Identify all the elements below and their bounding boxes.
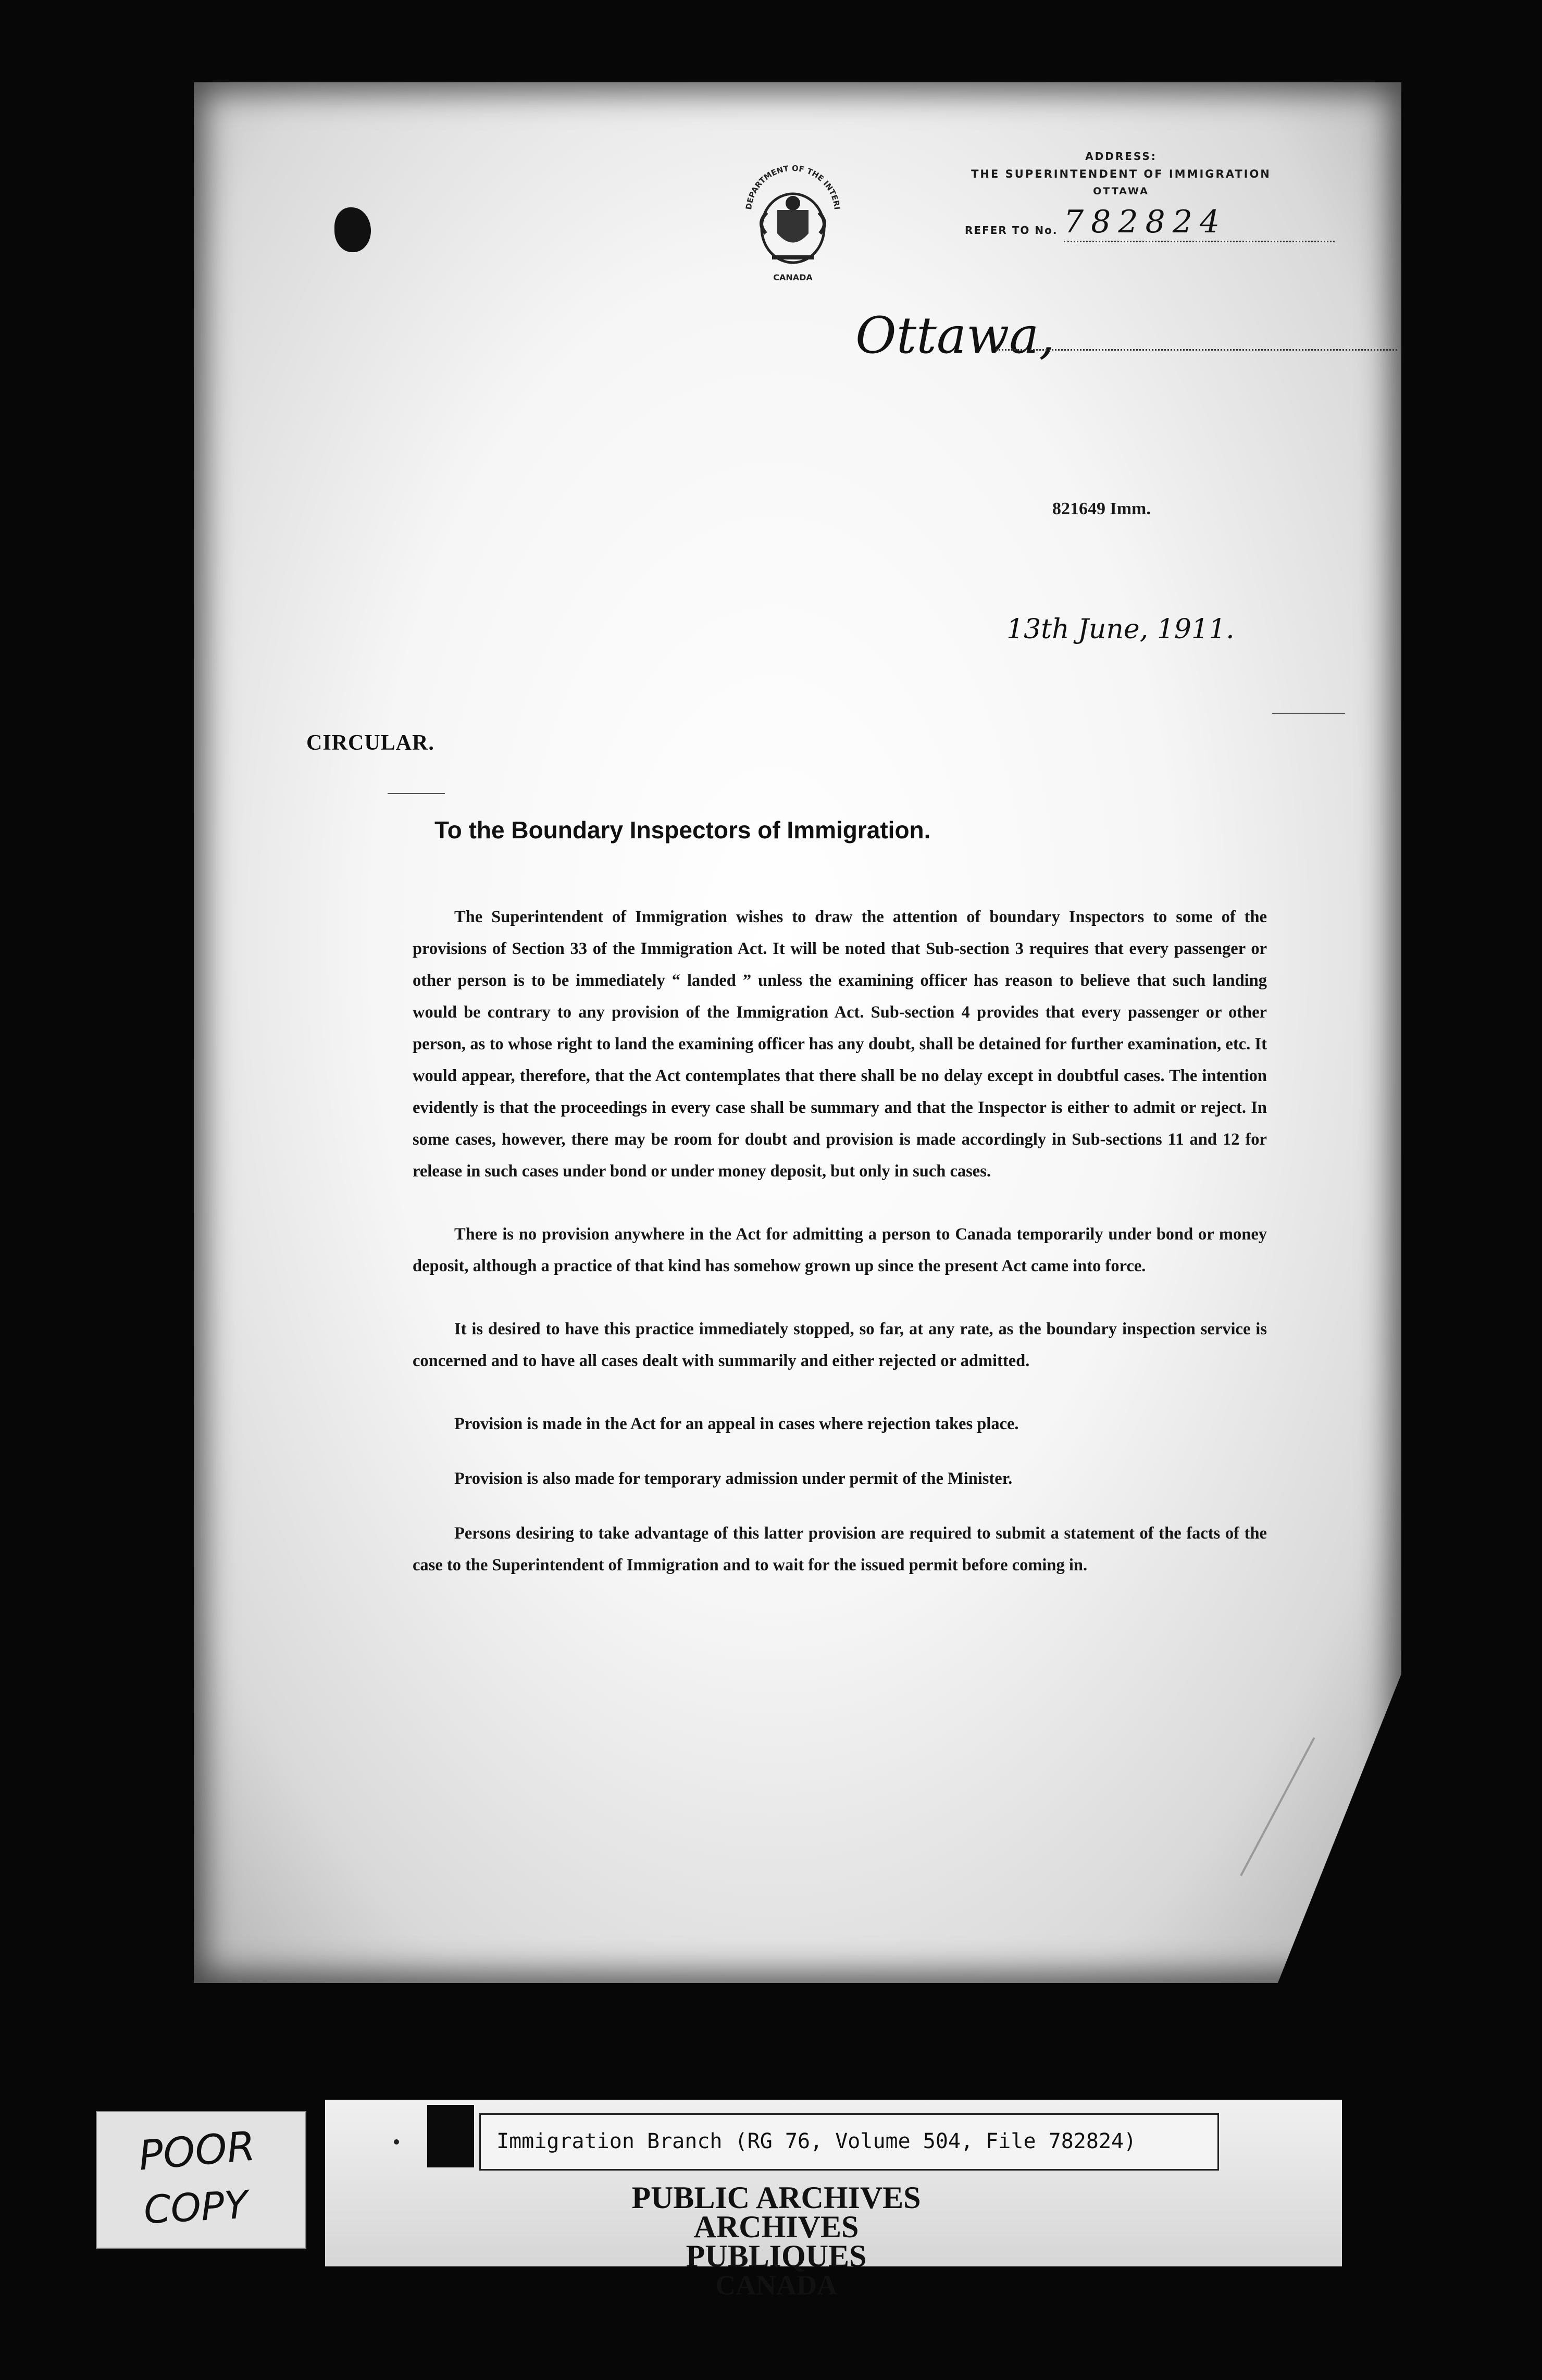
archive-reference: Immigration Branch (RG 76, Volume 504, File 782824) (496, 2129, 1137, 2153)
address-line-2: OTTAWA (1093, 185, 1149, 197)
seal-canada-text: CANADA (773, 272, 813, 282)
scan-mark (1272, 713, 1345, 714)
archive-reference-box (479, 2113, 1219, 2171)
circular-heading: CIRCULAR. (306, 731, 434, 755)
stamp-line-1: PUBLIC ARCHIVES (631, 2180, 921, 2215)
document-date: 13th June, 1911. (1006, 614, 1235, 645)
city-line: Ottawa, (855, 306, 1055, 365)
paragraph: It is desired to have this practice immediately stopped, so far, at any rate, as the boundary inspection service is concerned and to have all cases dealt with summarily and either rejected or admitted. (413, 1320, 1267, 1370)
ink-blot (334, 207, 371, 252)
poor-copy-note (96, 2111, 306, 2249)
refer-label: REFER TO No. (965, 224, 1058, 237)
paragraph: Provision is made in the Act for an appeal in cases where rejection takes place. (454, 1415, 1019, 1433)
address-line-1: THE SUPERINTENDENT OF IMMIGRATION (971, 168, 1271, 180)
letterhead-address (934, 150, 1309, 197)
label-dot (394, 2139, 399, 2145)
paragraph: Persons desiring to take advantage of this latter provision are required to submit a statement of the facts of the case to the Superintendent of Immigration and to wait for the issued permit before coming in. (413, 1524, 1267, 1575)
refer-number: 782824 (1064, 203, 1335, 242)
paragraph: There is no provision anywhere in the Act for admitting a person to Canada temporarily under bond or money deposit, although a practice of that kind has somehow grown up since the present Act came into force. (413, 1225, 1267, 1275)
poor-copy-line-1: POOR (136, 2123, 257, 2180)
salutation: To the Boundary Inspectors of Immigration. (434, 816, 931, 844)
document-page (194, 82, 1401, 1983)
file-reference: 821649 Imm. (1052, 499, 1151, 518)
coat-of-arms-seal-icon (736, 155, 850, 291)
paragraph: The Superintendent of Immigration wishes to draw the attention of boundary Inspectors to some of the provisions of Section 33 of the Immigration Act. It will be noted that Sub-section 3 requires that every passenger or other person is to be immediately “ landed ” unless the examining officer has reason to believe that such landing would be contrary to any provision of the Immigration Act. Sub-section 4 provides that every passenger or other person, as to whose right to land the examining officer has any doubt, shall be detained for further examination, etc. It would appear, therefore, that the Act contemplates that there shall be no delay except in doubtful cases. The intention evidently is that the proceedings in every case shall be summary and that the Inspector is either to admit or reject. In some cases, however, there may be room for doubt and provision is made accordingly in Sub-sections 11 and 12 for release in such cases under bond or under money deposit, but only in such cases. (413, 908, 1267, 1181)
paragraph: Provision is also made for temporary admission under permit of the Minister. (454, 1469, 1013, 1488)
stamp-line-2: ARCHIVES PUBLIQUES (686, 2210, 867, 2273)
poor-copy-line-2: COPY (142, 2182, 249, 2233)
svg-text:DEPARTMENT OF THE INTERIOR: DEPARTMENT OF THE INTERI (744, 163, 842, 210)
scan-mark (388, 793, 445, 794)
fold-crease (1240, 1737, 1315, 1876)
stamp-line-3: CANADA (715, 2270, 837, 2301)
label-black-tab (427, 2105, 474, 2167)
body-text (413, 901, 1267, 1613)
folded-corner (1277, 1671, 1401, 1983)
address-label: ADDRESS: (1085, 150, 1157, 163)
public-archives-stamp (625, 2180, 927, 2301)
city-dotted-line (996, 349, 1397, 351)
